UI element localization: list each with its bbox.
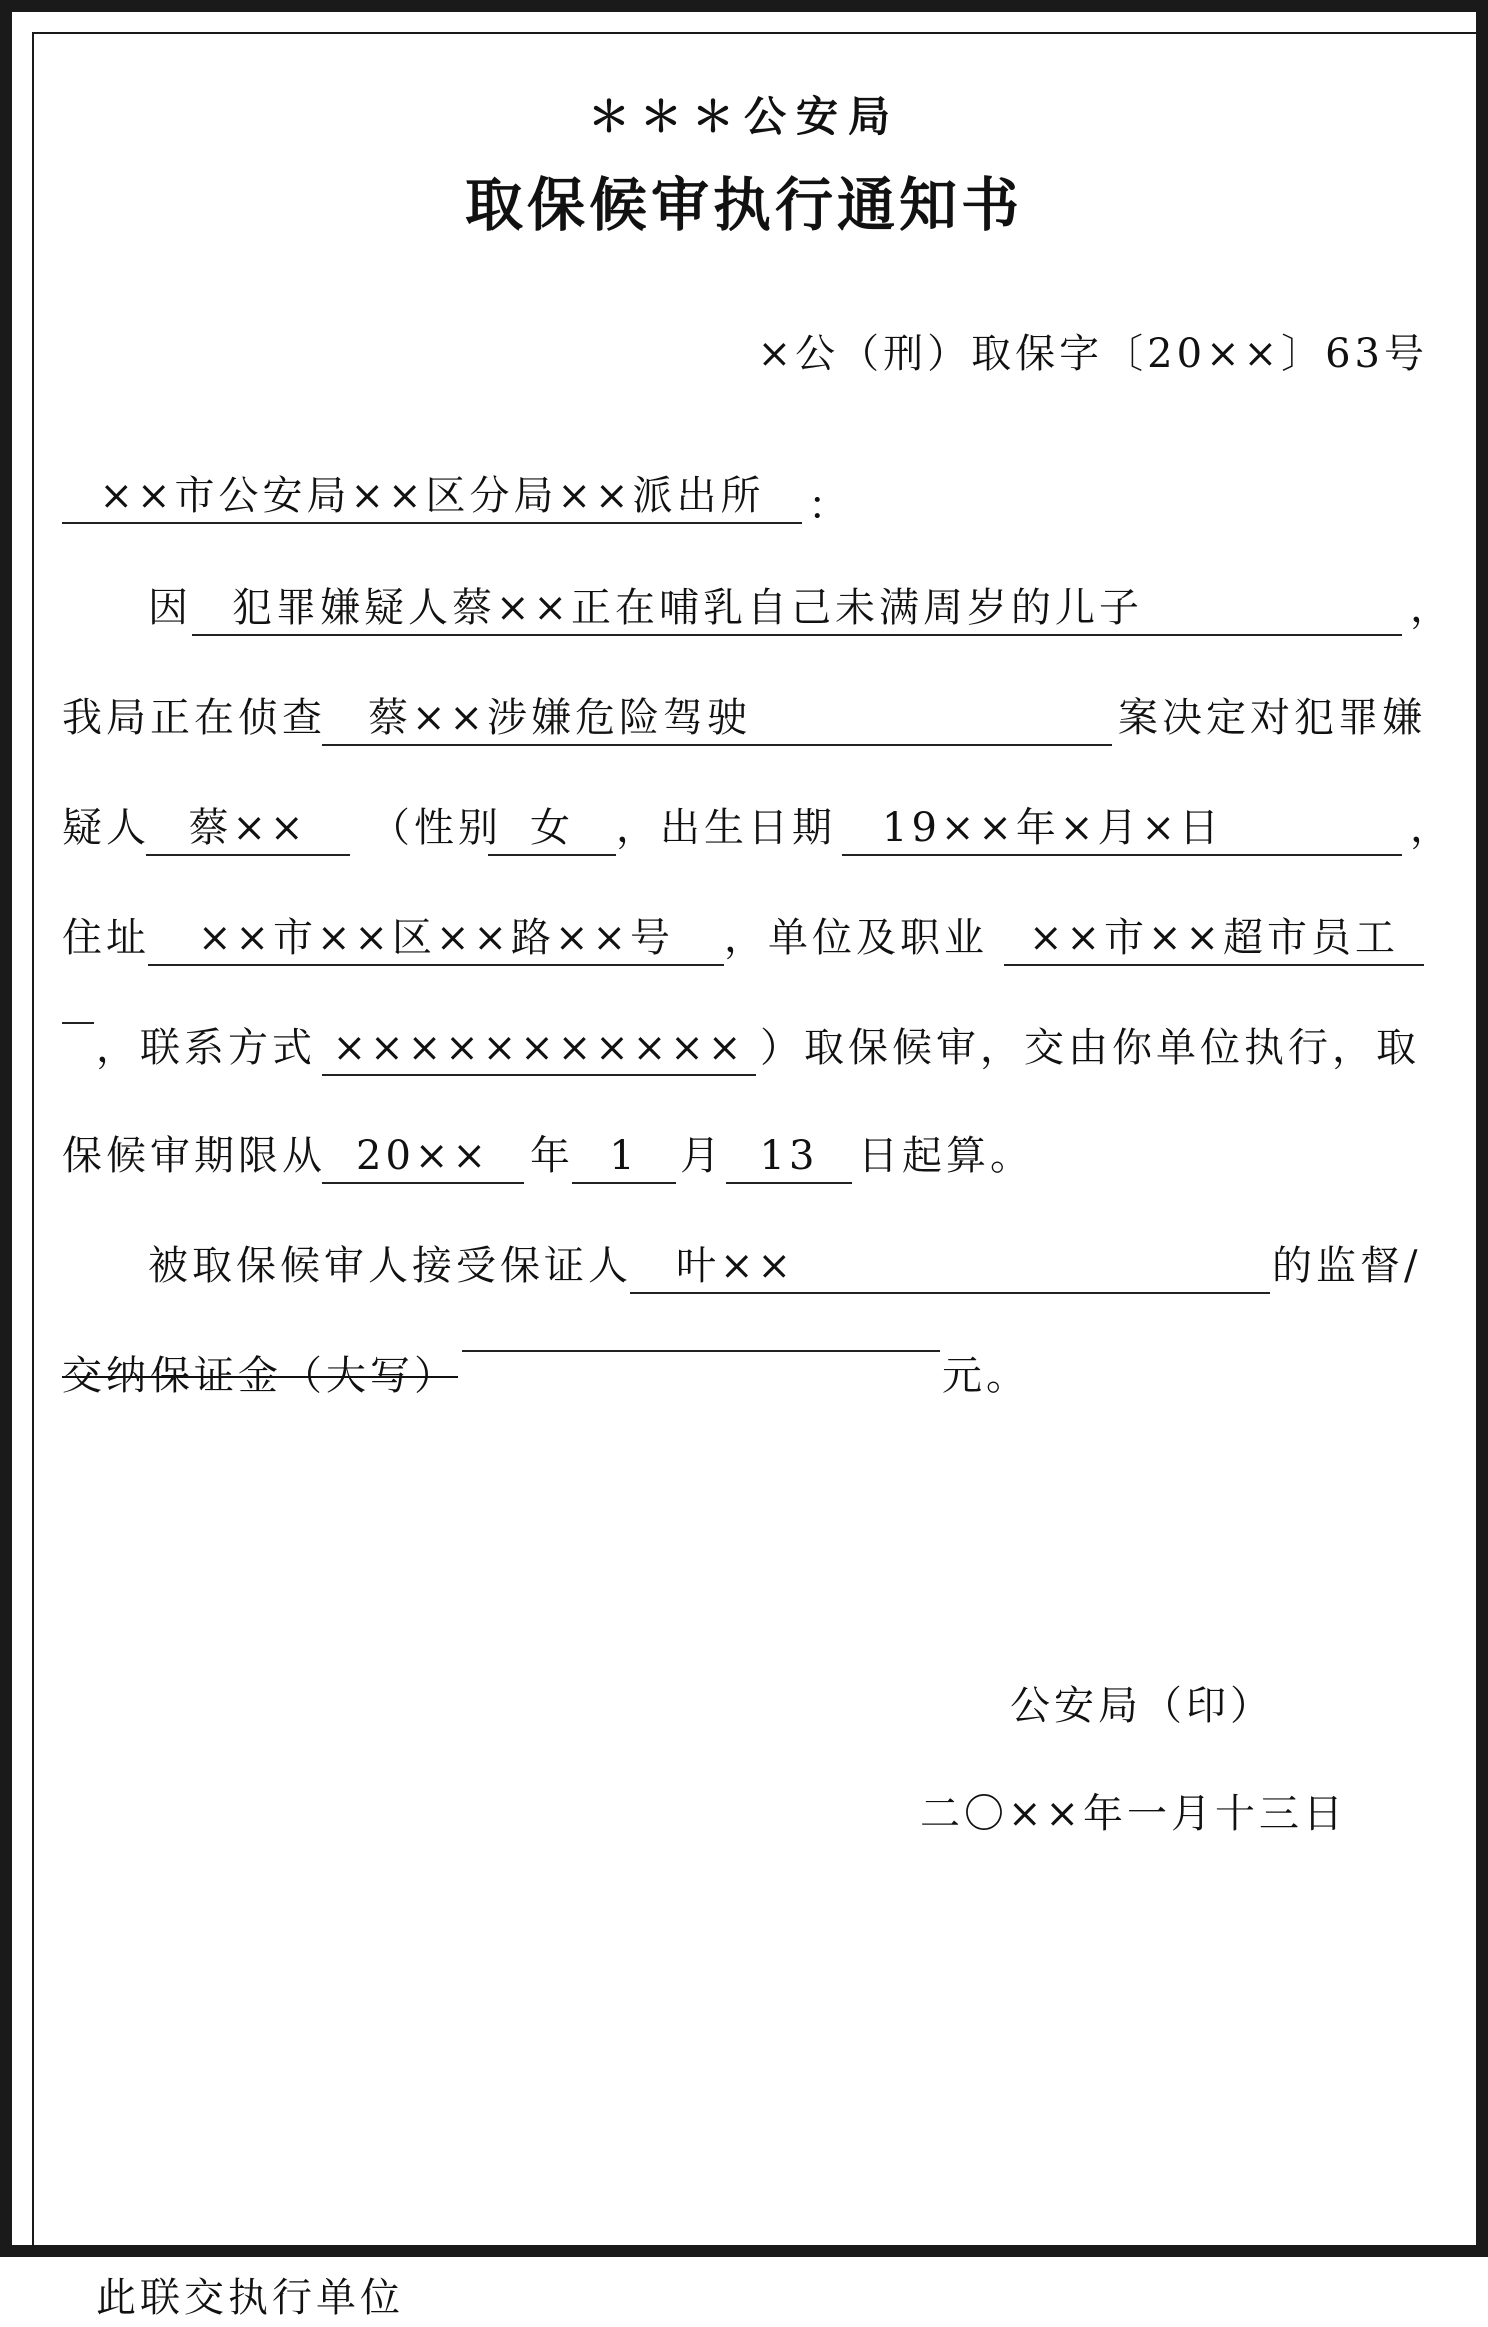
issuer-seal: 公安局（印） (1010, 1683, 1274, 1729)
line2-prefix: 我局正在侦查 (62, 695, 326, 741)
employer-field: ××市××超市员工 (1004, 912, 1424, 966)
line8-suffix: 元。 (942, 1353, 1030, 1399)
line7-suffix: 的监督/ (1272, 1243, 1422, 1289)
line2-suffix: 案决定对犯罪嫌 (1118, 695, 1426, 741)
reason-field: 犯罪嫌疑人蔡××正在哺乳自己未满周岁的儿子 (192, 582, 1402, 636)
year-label: 年 (530, 1133, 574, 1179)
start-year-field: 20×× (322, 1130, 524, 1184)
line7-prefix: 被取保候审人接受保证人 (148, 1243, 632, 1289)
dob-field: 19××年×月×日 (842, 802, 1402, 856)
addressee-field: ××市公安局××区分局××派出所 (62, 470, 802, 524)
line3-suffix: ， (1410, 805, 1454, 851)
line3-prefix: 疑人 (62, 805, 150, 851)
addressee-colon: ： (808, 483, 852, 529)
issue-date: 二〇××年一月十三日 (920, 1791, 1348, 1837)
contact-field: ××××××××××× (322, 1022, 756, 1076)
gender-field: 女 (488, 802, 616, 856)
bail-amount-label: 交纳保证金（大写） (62, 1353, 458, 1399)
document-title: 取保候审执行通知书 (464, 171, 1023, 239)
contact-label: ，联系方式 (96, 1025, 316, 1071)
line6-suffix: 日起算。 (858, 1133, 1034, 1179)
bail-amount-field (462, 1350, 940, 1352)
copy-note: 此联交执行单位 (96, 2275, 404, 2321)
line5-suffix: ）取保候审，交由你单位执行，取 (760, 1025, 1420, 1071)
line1-prefix: 因 (148, 585, 192, 631)
case-name-field: 蔡××涉嫌危险驾驶 (322, 692, 1112, 746)
address-label: 住址 (62, 915, 150, 961)
dob-label: ，出生日期 (616, 805, 836, 851)
start-day-field: 13 (726, 1130, 852, 1184)
guarantor-field: 叶×× (630, 1240, 1270, 1294)
gender-label: （性别 (370, 805, 502, 851)
agency-name: ＊＊＊公安局 (587, 92, 900, 141)
month-label: 月 (680, 1133, 724, 1179)
line1-suffix: ， (1410, 585, 1454, 631)
start-month-field: 1 (572, 1130, 676, 1184)
document-number: ×公（刑）取保字〔20××〕63号 (757, 331, 1428, 377)
address-field: ××市××区××路××号 (148, 912, 724, 966)
suspect-name-field: 蔡×× (146, 802, 350, 856)
line6-prefix: 保候审期限从 (62, 1133, 326, 1179)
continuation-blank (62, 1022, 94, 1024)
employer-label: ，单位及职业 (724, 915, 988, 961)
